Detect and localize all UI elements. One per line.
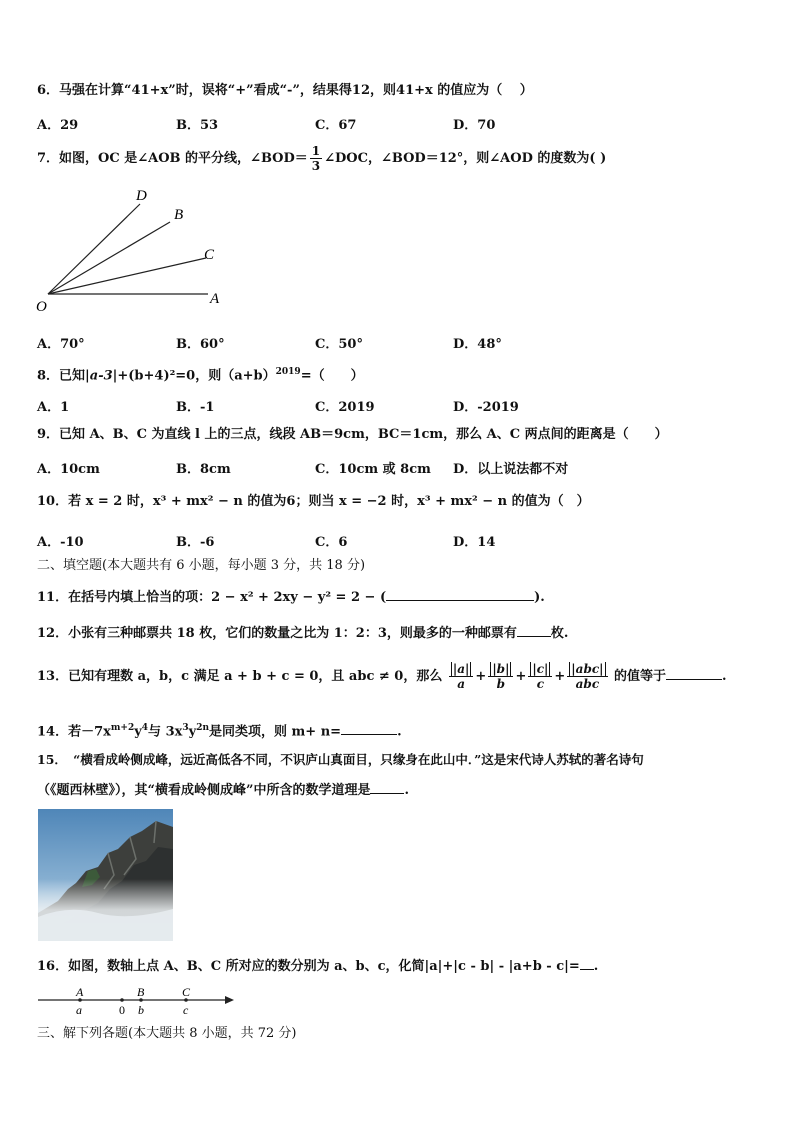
q11-answer-blank[interactable]: [386, 588, 534, 601]
q12-text: 12．小张有三种邮票共 18 枚，它们的数量之比为 1：2：3，则最多的一种邮票有: [37, 626, 517, 641]
axis-label-a: a: [76, 1003, 82, 1017]
axis-label-B: B: [137, 985, 145, 999]
q7-frac-num: 1: [311, 144, 321, 158]
q10-option-d: D．14: [453, 535, 496, 550]
q8-abs: |a-3|: [85, 368, 118, 384]
q8-text-3: =（ ）: [300, 368, 364, 384]
q10-option-c: C．6: [315, 535, 348, 550]
q8-text-2: +(b+4)²=0，则（a+b）: [117, 368, 276, 384]
arrow-right-icon: [225, 996, 234, 1004]
q13-suffix: 的值等于: [614, 669, 667, 684]
q15-answer-blank[interactable]: [370, 781, 404, 794]
q8-stem: [37, 363, 364, 385]
label-D: D: [136, 188, 147, 204]
q7-suffix: ∠DOC，∠BOD＝12°，则∠AOD 的度数为( ): [324, 151, 607, 166]
q13-text: 13．已知有理数 a，b，c 满足 a + b + c = 0，且 abc ≠ 0，那么: [37, 669, 443, 684]
q15-line-1: 15． “横看成岭侧成峰，远近高低各不同，不识庐山真面目，只缘身在此山中．”这是宋代诗人苏轼的著名诗句: [37, 752, 644, 767]
label-A: A: [210, 291, 220, 307]
q7-option-d: D．48°: [453, 337, 502, 352]
q7-option-c: C．50°: [315, 337, 363, 352]
angle-figure: [30, 182, 230, 317]
q10-option-a: A．-10: [37, 535, 84, 550]
label-O: O: [36, 299, 47, 315]
q6-stem: 6．马强在计算“41+x”时，误将“+”看成“-”，结果得12，则41+x 的值应为（ ）: [37, 83, 533, 98]
q11-text: 11．在括号内填上恰当的项：2 − x² + 2xy − y² = 2 − (: [37, 590, 387, 605]
label-B: B: [174, 207, 184, 223]
q9-option-d: D．以上说法都不对: [453, 462, 569, 477]
q12-suffix: 枚.: [550, 626, 569, 641]
q6-option-b: B．53: [176, 118, 219, 133]
q16-answer-blank[interactable]: [580, 957, 594, 970]
q7-option-b: B．60°: [176, 337, 225, 352]
plus-sign: +: [554, 669, 566, 684]
q11-suffix: ).: [534, 590, 545, 605]
mountain-photo: [38, 809, 173, 941]
plus-sign: +: [475, 669, 487, 684]
axis-label-c: c: [183, 1003, 189, 1017]
q6-option-a: A．29: [37, 118, 79, 133]
q6-option-d: D．70: [453, 118, 496, 133]
q10-stem: 10．若 x = 2 时，x³ + mx² − n 的值为6；则当 x = −2 时，x³ + mx² − n 的值为（ ）: [37, 494, 590, 509]
q12-answer-blank[interactable]: [517, 624, 551, 637]
axis-label-b: b: [138, 1003, 144, 1017]
q8-option-a: A．1: [37, 400, 70, 415]
q9-option-a: A．10cm: [37, 462, 100, 477]
q7-stem: [37, 144, 606, 174]
q11-stem: [37, 588, 545, 607]
axis-label-A: A: [76, 985, 84, 999]
q12-stem: [37, 624, 568, 643]
q14-stem: 14．若$-7x^{m+2}y^4$与 $3x^3y^{2n}$是同类项，则 m+ n= .: [37, 723, 402, 740]
section-2-heading: 二、填空题(本大题共有 6 小题，每小题 3 分，共 18 分): [37, 558, 366, 573]
q8-text-1: 8．已知: [37, 368, 86, 384]
q9-option-b: B．8cm: [176, 462, 231, 477]
q13-frac-abc: $\frac{\text{|abc|}}{\text{abc}}$: [567, 662, 607, 691]
q8-option-d: D．-2019: [453, 400, 519, 415]
q13-end: .: [722, 669, 727, 684]
q8-exponent: 2019: [275, 367, 301, 377]
q15-line-2: （《题西林壁》），其“横看成岭侧成峰”中所含的数学道理是 .: [37, 783, 409, 798]
q7-option-a: A．70°: [37, 337, 85, 352]
q6-option-c: C．67: [315, 118, 357, 133]
q14-answer-blank[interactable]: [341, 722, 397, 735]
q13-stem: [37, 657, 727, 697]
q13-answer-blank[interactable]: [666, 667, 722, 680]
q7-prefix: 7．如图，OC 是∠AOB 的平分线，∠BOD＝: [37, 151, 308, 166]
label-C: C: [204, 247, 215, 263]
section-3-heading: 三、解下列各题(本大题共 8 小题，共 72 分): [37, 1026, 297, 1041]
plus-sign: +: [515, 669, 527, 684]
q10-option-b: B．-6: [176, 535, 215, 550]
q9-stem: 9．已知 A、B、C 为直线 l 上的三点，线段 AB＝9cm，BC＝1cm，那么 A、C 两点间的距离是（ ）: [37, 427, 668, 442]
q13-frac-a: $\frac{|a|}{a}$: [449, 662, 474, 691]
q7-frac-den: 3: [311, 159, 321, 173]
axis-label-zero: 0: [119, 1003, 125, 1017]
q13-frac-b: $\frac{|b|}{b}$: [488, 662, 513, 691]
q16-stem: 16．如图，数轴上点 A、B、C 所对应的数分别为 a、b、c，化简|a|+|c - b| - |a+b - c|= .: [37, 959, 599, 974]
q8-option-c: C．2019: [315, 400, 375, 415]
q13-frac-c: $\frac{|c|}{c}$: [528, 662, 552, 691]
q7-fraction: [310, 144, 322, 173]
q9-option-c: C．10cm 或 8cm: [315, 462, 431, 477]
axis-label-C: C: [182, 985, 191, 999]
number-line: [34, 984, 238, 1020]
q8-option-b: B．-1: [176, 400, 215, 415]
